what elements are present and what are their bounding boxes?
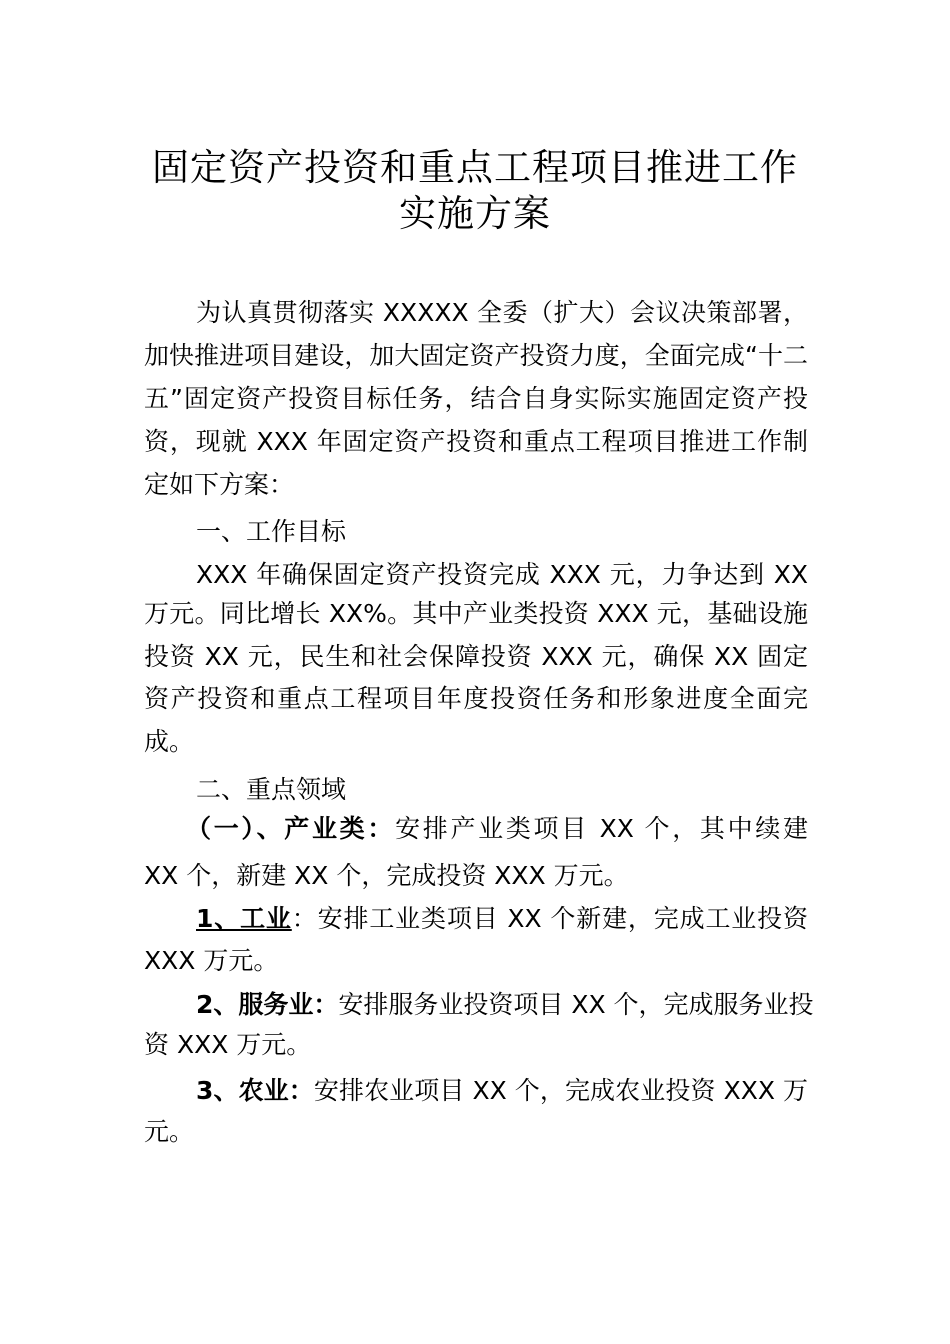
intro-line-4: 资，现就 XXX 年固定资产投资和重点工程项目推进工作制 — [144, 427, 808, 456]
section-1-heading: 一、工作目标 — [196, 517, 347, 546]
intro-line-1: 为认真贯彻落实 XXXXX 全委（扩大）会议决策部署， — [196, 298, 808, 327]
document-title-line-2: 实施方案 — [399, 192, 551, 235]
intro-line-3: 五”固定资产投资目标任务，结合自身实际实施固定资产投 — [144, 384, 808, 413]
item-3-line-1 — [196, 1074, 808, 1108]
item-3-text: 安排农业项目 XX 个，完成农业投资 XXX 万 — [313, 1076, 808, 1105]
section-1-line-2: 万元。同比增长 XX%。其中产业类投资 XXX 元，基础设施 — [144, 599, 808, 628]
item-2-line-1 — [196, 988, 814, 1022]
item-2-text: 安排服务业投资项目 XX 个，完成服务业投 — [338, 990, 814, 1019]
section-1-line-4: 资产投资和重点工程项目年度投资任务和形象进度全面完 — [144, 684, 808, 713]
item-3-line-2: 元。 — [144, 1117, 195, 1146]
item-1-line-2: XXX 万元。 — [144, 946, 279, 975]
document-title-line-1: 固定资产投资和重点工程项目推进工作 — [152, 146, 798, 189]
section-2-heading: 二、重点领域 — [196, 775, 347, 804]
subsection-1-line-1 — [186, 812, 808, 846]
subsection-1-line-2: XX 个，新建 XX 个，完成投资 XXX 万元。 — [144, 861, 629, 890]
subsection-1-text: 安排产业类项目 XX 个，其中续建 — [395, 814, 808, 843]
section-1-line-1: XXX 年确保固定资产投资完成 XXX 元，力争达到 XX — [196, 560, 808, 589]
item-2-label: 2、服务业： — [196, 990, 339, 1019]
intro-line-2: 加快推进项目建设，加大固定资产投资力度，全面完成“十二 — [144, 341, 808, 370]
item-3-label: 3、农业： — [196, 1076, 314, 1105]
section-1-line-3: 投资 XX 元，民生和社会保障投资 XXX 元，确保 XX 固定 — [144, 642, 808, 671]
subsection-1-label: （一）、产业类： — [186, 814, 396, 843]
item-1-text: ：安排工业类项目 XX 个新建，完成工业投资 — [291, 904, 808, 933]
section-1-line-5: 成。 — [144, 727, 195, 756]
item-1-label: 1、工业 — [196, 904, 292, 933]
item-1-line-1 — [196, 902, 808, 936]
intro-line-5: 定如下方案： — [144, 470, 295, 499]
item-2-line-2: 资 XXX 万元。 — [144, 1030, 312, 1059]
